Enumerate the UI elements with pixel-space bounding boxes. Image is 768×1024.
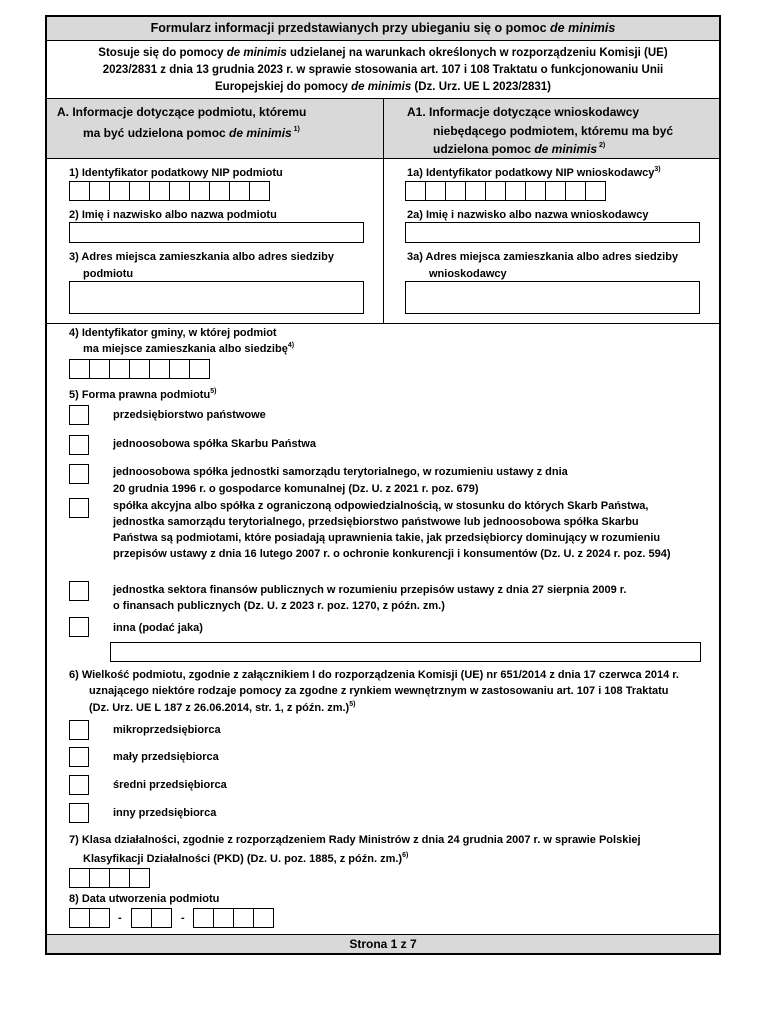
section-a-subtitle: ma być udzielona pomoc de minimis $^{1)}$ bbox=[83, 126, 300, 140]
applicant-nip-label: 1a) Identyfikator podatkowy NIP wnioskodawcy$^{3)}$ bbox=[407, 166, 661, 179]
nip-label: 1) Identyfikator podatkowy NIP podmiotu bbox=[69, 167, 283, 179]
size-medium: średni przedsiębiorca bbox=[113, 779, 227, 791]
nip-input[interactable] bbox=[69, 181, 269, 201]
legal-form-controlled-company-4: przepisów ustawy z dnia 16 lutego 2007 r. o ochronie konkurencji i konsumentów (Dz. U. z 2024 r. poz. 594) bbox=[113, 548, 671, 560]
pkd-label: 7) Klasa działalności, zgodnie z rozporządzeniem Rady Ministrów z dnia 24 grudnia 2007 r. w sprawie Polskiej bbox=[69, 834, 641, 846]
legal-form-checkbox-treasury-company[interactable] bbox=[69, 435, 89, 455]
form-page bbox=[45, 15, 721, 955]
pkd-label-2: Klasyfikacji Działalności (PKD) (Dz. U. poz. 1885, z późn. zm.)$^{6)}$ bbox=[83, 852, 409, 865]
legal-form-public-finance: jednostka sektora finansów publicznych w rozumieniu przepisów ustawy z dnia 27 sierpnia 2009 r. bbox=[113, 584, 627, 596]
applicant-address-label: 3a) Adres miejsca zamieszkania albo adres siedziby bbox=[407, 251, 679, 263]
size-checkbox-micro[interactable] bbox=[69, 720, 89, 740]
size-small: mały przedsiębiorca bbox=[113, 751, 219, 763]
section-a1-title: A1. Informacje dotyczące wnioskodawcy bbox=[407, 105, 640, 119]
applicant-nip-input[interactable] bbox=[405, 181, 605, 201]
date-separator-1: - bbox=[118, 912, 122, 924]
legal-form-checkbox-controlled-company[interactable] bbox=[69, 498, 89, 518]
legal-form-municipal-company: jednoosobowa spółka jednostki samorządu terytorialnego, w rozumieniu ustawy z dnia bbox=[113, 466, 568, 478]
applicant-address-input[interactable] bbox=[405, 281, 700, 314]
company-size-label: 6) Wielkość podmiotu, zgodnie z załącznikiem I do rozporządzenia Komisji (UE) nr 651/2014 z dnia 17 czerwca 2014 r. bbox=[69, 669, 679, 681]
legal-form-other-input[interactable] bbox=[110, 642, 701, 662]
address-input[interactable] bbox=[69, 281, 364, 314]
legal-form-municipal-company-2: 20 grudnia 1996 r. o gospodarce komunalnej (Dz. U. z 2021 r. poz. 679) bbox=[113, 483, 479, 495]
address-label-2: podmiotu bbox=[83, 268, 134, 280]
legal-form-public-finance-2: o finansach publicznych (Dz. U. z 2023 r. poz. 1270, z późn. zm.) bbox=[113, 600, 445, 612]
column-divider bbox=[383, 98, 384, 323]
size-checkbox-other[interactable] bbox=[69, 803, 89, 823]
intro-line-2: 2023/2831 z dnia 13 grudnia 2023 r. w sprawie stosowania art. 107 i 108 Traktatu o funkcjonowaniu Unii bbox=[102, 64, 664, 76]
legal-form-controlled-company-2: jednostka samorządu terytorialnego, przedsiębiorstwo państwowe lub jednoosobowa spółka Skarbu bbox=[113, 516, 639, 528]
name-input[interactable] bbox=[69, 222, 364, 243]
applicant-address-label-2: wnioskodawcy bbox=[429, 268, 507, 280]
legal-form-state-enterprise: przedsiębiorstwo państwowe bbox=[113, 409, 266, 421]
legal-form-checkbox-other[interactable] bbox=[69, 617, 89, 637]
date-separator-2: - bbox=[181, 912, 185, 924]
pkd-input[interactable] bbox=[69, 868, 149, 888]
creation-date-year[interactable] bbox=[193, 908, 273, 928]
applicant-name-input[interactable] bbox=[405, 222, 700, 243]
size-other: inny przedsiębiorca bbox=[113, 807, 217, 819]
legal-form-other: inna (podać jaka) bbox=[113, 622, 203, 634]
section-a-title: A. Informacje dotyczące podmiotu, któremu bbox=[57, 105, 307, 119]
creation-date-month[interactable] bbox=[131, 908, 171, 928]
size-checkbox-small[interactable] bbox=[69, 747, 89, 767]
page-number: Strona 1 z 7 bbox=[349, 937, 417, 951]
commune-id-label: 4) Identyfikator gminy, w której podmiot bbox=[69, 327, 277, 339]
legal-form-checkbox-public-finance[interactable] bbox=[69, 581, 89, 601]
legal-form-label: 5) Forma prawna podmiotu$^{5)}$ bbox=[69, 388, 217, 401]
legal-form-controlled-company: spółka akcyjna albo spółka z ograniczoną odpowiedzialnością, w stosunku do których Skarb Państwa, bbox=[113, 500, 649, 512]
legal-form-treasury-company: jednoosobowa spółka Skarbu Państwa bbox=[113, 438, 316, 450]
commune-id-label-2: ma miejsce zamieszkania albo siedzibę$^{4)}$ bbox=[83, 342, 295, 355]
legal-form-checkbox-municipal-company[interactable] bbox=[69, 464, 89, 484]
intro-line-3: Europejskiej do pomocy de minimis (Dz. Urz. UE L 2023/2831) bbox=[215, 81, 551, 93]
company-size-label-2: uznającego niektóre rodzaje pomocy za zgodne z rynkiem wewnętrznym w zastosowaniu art. 107 i 108 Traktatu bbox=[89, 685, 669, 697]
form-title: Formularz informacji przedstawianych przy ubieganiu się o pomoc de minimis bbox=[150, 21, 616, 35]
size-checkbox-medium[interactable] bbox=[69, 775, 89, 795]
applicant-name-label: 2a) Imię i nazwisko albo nazwa wnioskodawcy bbox=[407, 209, 649, 221]
legal-form-checkbox-state-enterprise[interactable] bbox=[69, 405, 89, 425]
creation-date-label: 8) Data utworzenia podmiotu bbox=[69, 893, 220, 905]
legal-form-controlled-company-3: Państwa są podmiotami, które posiadają uprawnienia takie, jak przedsiębiorcy dominujący w rozumieniu bbox=[113, 532, 661, 544]
creation-date-day[interactable] bbox=[69, 908, 109, 928]
name-label: 2) Imię i nazwisko albo nazwa podmiotu bbox=[69, 209, 277, 221]
company-size-label-3: (Dz. Urz. UE L 187 z 26.06.2014, str. 1, z późn. zm.)$^{5)}$ bbox=[89, 701, 356, 714]
address-label: 3) Adres miejsca zamieszkania albo adres siedziby bbox=[69, 251, 334, 263]
size-micro: mikroprzedsiębiorca bbox=[113, 724, 221, 736]
section-a1-line-3: udzielona pomoc de minimis $^{2)}$ bbox=[433, 142, 606, 156]
commune-id-input[interactable] bbox=[69, 359, 209, 379]
section-a1-line-2: niebędącego podmiotem, któremu ma być bbox=[433, 124, 674, 138]
intro-line-1: Stosuje się do pomocy de minimis udzielanej na warunkach określonych w rozporządzeniu Komisji (UE) bbox=[98, 47, 668, 59]
